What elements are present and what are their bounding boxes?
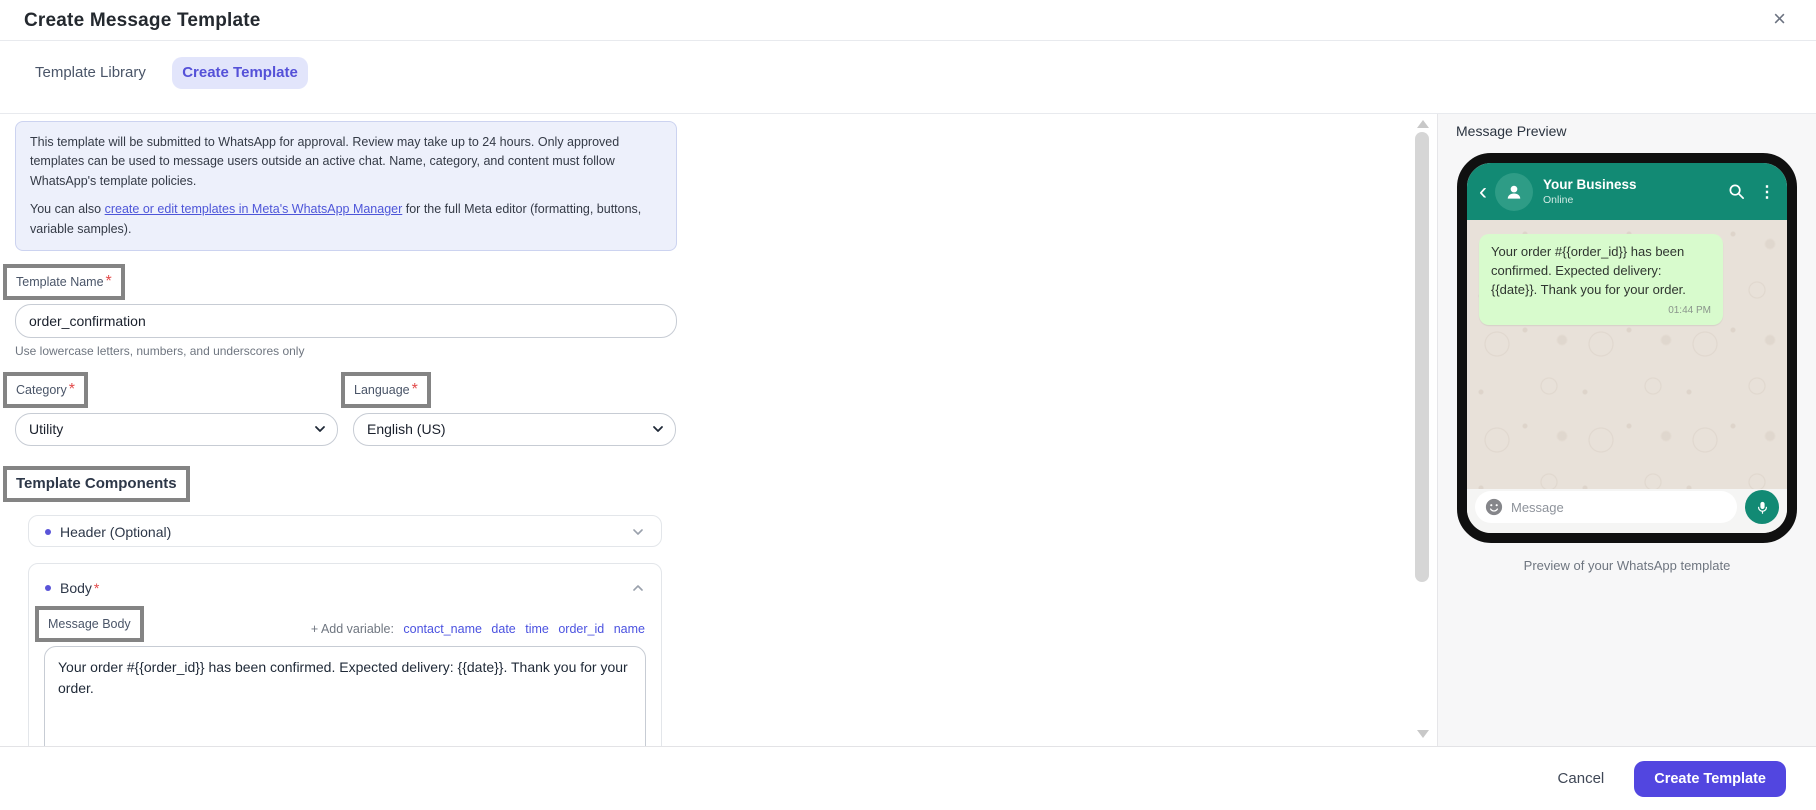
message-preview-heading: Message Preview [1456, 123, 1567, 139]
variable-link-date[interactable]: date [491, 621, 516, 636]
close-icon[interactable]: × [1773, 6, 1786, 31]
microphone-icon [1755, 500, 1770, 515]
person-icon [1504, 182, 1524, 202]
variable-link-name[interactable]: name [613, 621, 645, 636]
scroll-down-arrow-icon[interactable] [1417, 730, 1429, 738]
cancel-button[interactable]: Cancel [1557, 770, 1605, 787]
required-asterisk: * [93, 579, 100, 596]
add-variable-row [311, 622, 645, 642]
required-asterisk: * [105, 272, 112, 290]
category-label: Category [16, 382, 67, 397]
avatar [1495, 173, 1533, 211]
variable-link-contact-name[interactable]: contact_name [403, 621, 482, 636]
whatsapp-phone-mockup [1457, 153, 1797, 543]
language-select[interactable] [353, 413, 676, 446]
body-section-card [28, 563, 662, 746]
body-section-label: Body * [60, 579, 100, 596]
meta-whatsapp-manager-link[interactable]: create or edit templates in Meta's WhatsApp Manager [104, 202, 403, 217]
bullet-icon [45, 585, 51, 591]
back-chevron-icon: ‹ [1479, 177, 1487, 205]
message-body-textarea[interactable] [44, 646, 646, 746]
template-components-highlight [3, 466, 190, 502]
search-icon [1728, 183, 1745, 200]
template-name-label: Template Name [16, 274, 104, 289]
required-asterisk: * [411, 380, 418, 398]
category-select[interactable] [15, 413, 338, 446]
scroll-up-arrow-icon[interactable] [1417, 120, 1429, 128]
chevron-up-icon [631, 581, 645, 595]
approval-info-banner [15, 121, 677, 251]
header-section-label: Header (Optional) [60, 523, 172, 540]
template-message-bubble [1479, 234, 1723, 325]
tab-create-template[interactable]: Create Template [172, 57, 308, 89]
mic-button [1745, 490, 1779, 524]
required-asterisk: * [68, 380, 75, 398]
message-timestamp: 01:44 PM [1668, 304, 1711, 316]
language-label-highlight [341, 372, 431, 408]
dialog-content [0, 113, 1816, 746]
bullet-icon [45, 529, 51, 535]
language-label: Language [354, 382, 410, 397]
scrollbar-thumb[interactable] [1415, 132, 1429, 582]
banner-text: This template will be submitted to WhatsApp for approval. Review may take up to 24 hours. Only approved templates can be used to message users outside an active chat. Name, category, and content must follow WhatsApp's template policies. [30, 135, 620, 188]
template-name-input[interactable] [15, 304, 677, 338]
dialog-title: Create Message Template [24, 10, 261, 31]
template-form-pane [0, 114, 1437, 746]
chat-input-bar [1467, 489, 1787, 533]
emoji-icon [1485, 498, 1503, 516]
add-variable-label: + Add variable: [310, 621, 394, 636]
message-preview-pane [1437, 114, 1816, 746]
chat-background [1467, 220, 1787, 489]
form-scrollbar[interactable] [1414, 114, 1431, 746]
tab-template-library[interactable]: Template Library [35, 64, 146, 81]
business-name: Your Business [1543, 177, 1637, 192]
banner-text-2: You can also create or edit templates in Meta's WhatsApp Manager for the full Meta editor (formatting, buttons, variable samples). [30, 202, 642, 236]
header-section-toggle[interactable] [29, 516, 661, 548]
tab-bar [0, 41, 1816, 113]
template-name-label-highlight [3, 264, 125, 300]
message-body-label: Message Body [48, 616, 131, 631]
whatsapp-chat-header [1467, 163, 1787, 220]
template-name-hint: Use lowercase letters, numbers, and underscores only [15, 343, 305, 358]
dialog-header [0, 0, 1816, 41]
create-template-button[interactable]: Create Template [1634, 761, 1786, 797]
category-label-highlight [3, 372, 88, 408]
body-section-toggle[interactable] [29, 564, 661, 598]
dialog-footer [0, 746, 1816, 810]
kebab-menu-icon: ⋮ [1759, 183, 1775, 201]
preview-caption: Preview of your WhatsApp template [1523, 558, 1731, 573]
online-status: Online [1543, 194, 1574, 206]
message-body-label-highlight [35, 606, 144, 642]
chevron-down-icon [631, 525, 645, 539]
template-components-heading: Template Components [16, 474, 177, 492]
chat-message-input [1475, 491, 1737, 523]
chat-input-placeholder: Message [1511, 499, 1564, 515]
template-message-text: Your order #{{order_id}} has been confirmed. Expected delivery: {{date}}. Thank you for your order. [1491, 244, 1686, 297]
variable-link-order-id[interactable]: order_id [558, 621, 605, 636]
header-section-card [28, 515, 662, 547]
variable-link-time[interactable]: time [525, 621, 549, 636]
